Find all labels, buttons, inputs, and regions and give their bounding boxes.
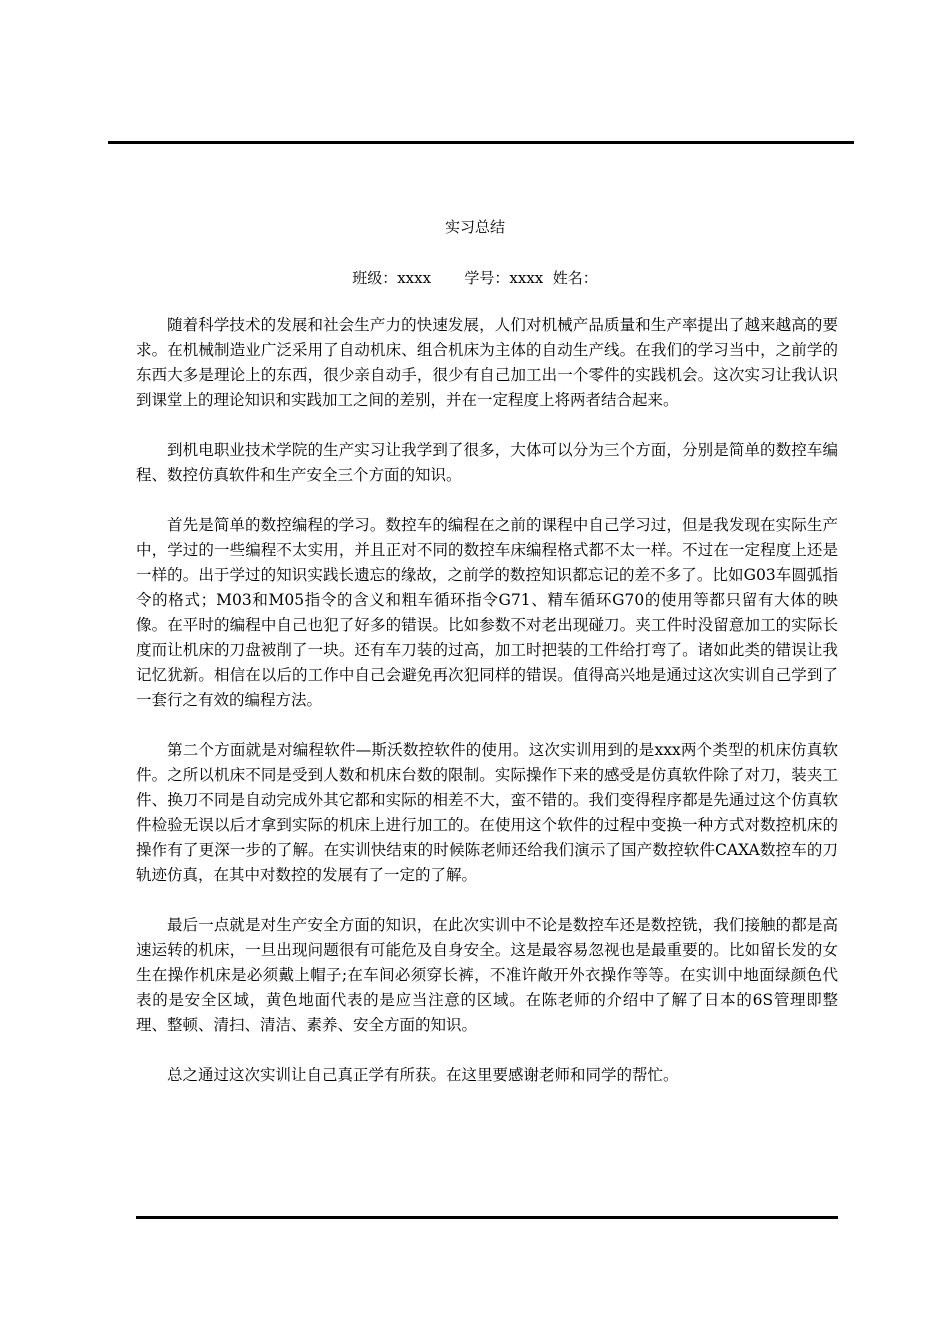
document-title: 实习总结 — [444, 218, 505, 236]
paragraph-conclusion: 总之通过这次实训让自己真正学有所获。在这里要感谢老师和同学的帮忙。 — [167, 1066, 679, 1084]
paragraph-intro: 随着科学技术的发展和社会生产力的快速发展，人们对机械产品质量和生产率提出了越来越高的要求。在机械制造业广泛采用了自动机床、组合机床为主体的自动生产线。在我们的学习当中，之前学的东西大多是理论上的东西，很少亲自动手，很少有自己加工出一个零件的实践机会。这次实习让我认识到课堂上的理论知识和实践加工之间的差别，并在一定程度上将两者结合起来。 — [136, 316, 838, 409]
header-rule — [108, 141, 854, 144]
paragraph-safety: 最后一点就是对生产安全方面的知识，在此次实训中不论是数控车还是数控铣，我们接触的都是高速运转的机床，一旦出现问题很有可能危及自身安全。这是最容易忽视也是最重要的。比如留长发的女生在操作机床是必须戴上帽子;在车间必须穿长裤，不准许敞开外衣操作等等。在实训中地面绿颜色代表的是安全区域，黄色地面代表的是应当注意的区域。在陈老师的介绍中了解了日本的6S管理即整理、整顿、清扫、清洁、素养、安全方面的知识。 — [136, 916, 838, 1034]
paragraph-overview: 到机电职业技术学院的生产实习让我学到了很多，大体可以分为三个方面，分别是简单的数控车编程、数控仿真软件和生产安全三个方面的知识。 — [136, 441, 838, 484]
document-body — [136, 313, 838, 1113]
paragraph-programming: 首先是简单的数控编程的学习。数控车的编程在之前的课程中自己学习过，但是我发现在实际生产中，学过的一些编程不太实用，并且正对不同的数控车床编程格式都不太一样。不过在一定程度上还是一样的。出于学过的知识实践长遗忘的缘故，之前学的数控知识都忘记的差不多了。比如G03车圆弧指令的格式；M03和M05指令的含义和粗车循环指令G71、精车循环G70的使用等都只留有大体的映像。在平时的编程中自己也犯了好多的错误。比如参数不对老出现碰刀。夹工件时没留意加工的实际长度而让机床的刀盘被削了一块。还有车刀装的过高，加工时把装的工件给打弯了。诸如此类的错误让我记忆犹新。相信在以后的工作中自己会避免再次犯同样的错误。值得高兴地是通过这次实训自己学到了一套行之有效的编程方法。 — [136, 516, 838, 709]
student-info-line: 班级：xxxx 学号：xxxx 姓名： — [352, 269, 598, 287]
paragraph-simulation-software: 第二个方面就是对编程软件—斯沃数控软件的使用。这次实训用到的是xxx两个类型的机床仿真软件。之所以机床不同是受到人数和机床台数的限制。实际操作下来的感受是仿真软件除了对刀，装夹工件、换刀不同是自动完成外其它都和实际的相差不大，蛮不错的。我们变得程序都是先通过这个仿真软件检验无误以后才拿到实际的机床上进行加工的。在使用这个软件的过程中变换一种方式对数控机床的操作有了更深一步的了解。在实训快结束的时候陈老师还给我们演示了国产数控软件CAXA数控车的刀轨迹仿真，在其中对数控的发展有了一定的了解。 — [136, 741, 838, 884]
footer-rule — [136, 1216, 838, 1219]
